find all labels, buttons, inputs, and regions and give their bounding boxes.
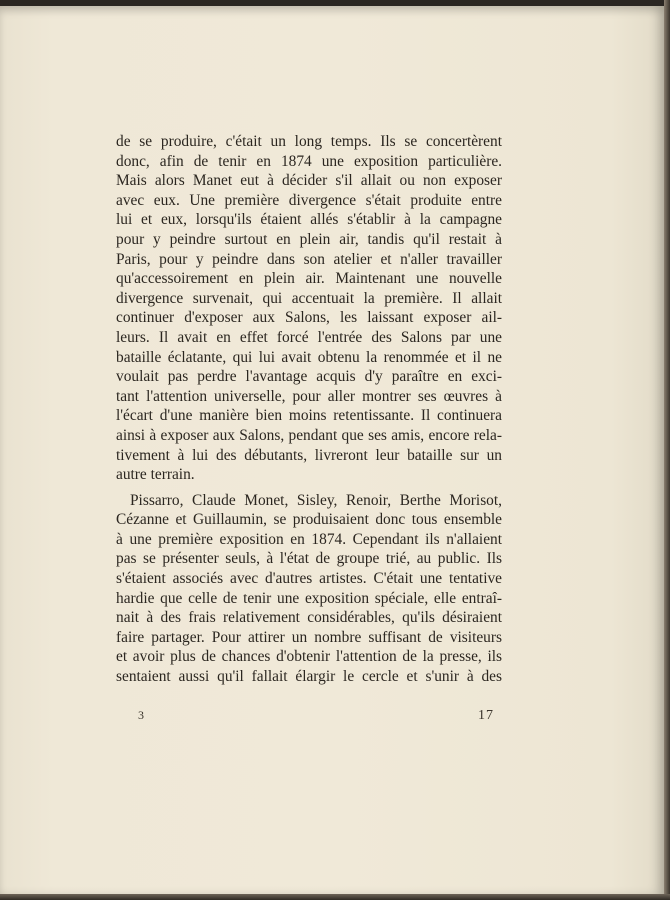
text-line: autre terrain. [116,466,195,484]
text-line: de se produire, c'était un long temps. Ils se concertèrent [116,133,502,150]
text-line: continuer d'exposer aux Salons, les laissant exposer ail- [116,309,502,327]
text-line: Paris, pour y peindre dans son atelier et n'aller travailler [116,250,502,268]
body-text [116,132,502,687]
text-line: qu'accessoirement en plein air. Maintenant une nouvelle [116,270,502,288]
text-line: pas se présenter seuls, à l'état de groupe trié, au public. Ils [116,550,502,568]
text-line: donc, afin de tenir en 1874 une exposition particulière. [116,152,502,170]
page-number: 17 [478,708,494,723]
page-edge-bottom [0,894,670,900]
text-line: nait à des frais relativement considérables, qu'ils désiraient [116,609,502,627]
text-line: tivement à lui des débutants, livreront leur bataille sur un [116,446,502,464]
text-line: pour y peindre surtout en plein air, tandis qu'il restait à [116,230,502,248]
text-line: Cézanne et Guillaumin, se produisaient donc tous ensemble [116,511,502,529]
text-line: sentaient aussi qu'il fallait élargir le cercle et s'unir à des [116,668,502,686]
text-line: l'écart d'une manière bien moins retentissante. Il continuera [116,407,502,425]
text-line: Pissarro, Claude Monet, Sisley, Renoir, Berthe Morisot, [130,491,502,509]
text-line: à une première exposition en 1874. Cependant ils n'allaient [116,530,502,548]
text-line: faire partager. Pour attirer un nombre suffisant de visiteurs [116,628,502,646]
text-line: s'étaient associés avec d'autres artistes. C'était une tentative [116,570,502,588]
text-line: avec eux. Une première divergence s'était produite entre [116,191,502,209]
text-line: et avoir plus de chances d'obtenir l'attention de la presse, ils [116,648,502,666]
text-line: lui et eux, lorsqu'ils étaient allés s'établir à la campagne [116,211,502,229]
text-line: leurs. Il avait en effet forcé l'entrée des Salons par une [116,328,502,346]
text-line: Mais alors Manet eut à décider s'il allait ou non exposer [116,172,502,190]
page-edge-shadow [664,0,670,900]
text-line: voulait pas perdre l'avantage acquis d'y paraître en exci- [116,368,502,386]
text-line: divergence survenait, qui accentuait la première. Il allait [116,289,502,307]
signature-mark: 3 [138,708,144,722]
book-page [0,6,664,896]
text-line: ainsi à exposer aux Salons, pendant que ses amis, encore rela- [116,426,502,444]
text-line: tant l'attention universelle, pour aller montrer ses œuvres à [116,387,502,405]
text-line: hardie que celle de tenir une exposition spéciale, elle entraî- [116,589,502,607]
text-line: bataille éclatante, qui lui avait obtenu la renommée et il ne [116,348,502,366]
